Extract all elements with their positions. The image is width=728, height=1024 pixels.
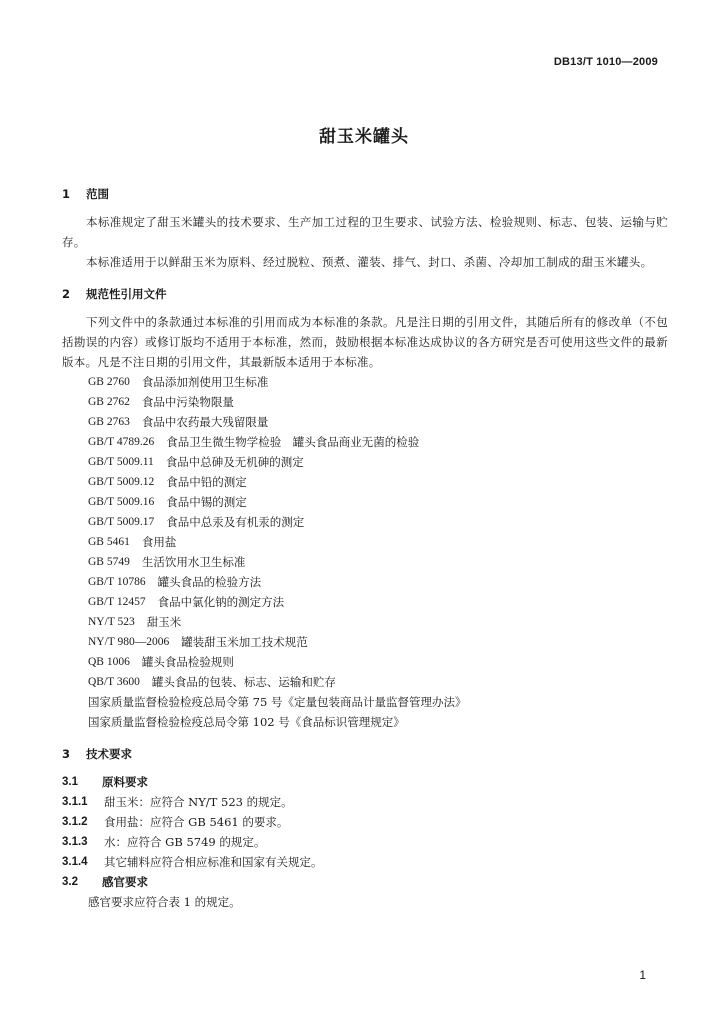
subsection-3-1-heading bbox=[62, 772, 668, 792]
clause-number: 3.1.2 bbox=[62, 816, 88, 828]
reference-title: 食品添加剂使用卫生标准 bbox=[141, 375, 269, 389]
reference-code: GB/T 12457 bbox=[88, 596, 146, 608]
references-intro: 下列文件中的条款通过本标准的引用而成为本标准的条款。凡是注日期的引用文件，其随后所有的修改单（不包括勘误的内容）或修订版均不适用于本标准，然而，鼓励根据本标准达成协议的各方研究是否可使用这些文件的最新版本。凡是不注日期的引用文件，其最新版本适用于本标准。 bbox=[62, 315, 668, 369]
reference-title: 罐装甜玉米加工技术规范 bbox=[181, 635, 308, 649]
standard-code: DB13/T 1010—2009 bbox=[553, 56, 658, 68]
reference-item bbox=[62, 552, 668, 572]
section-3-heading bbox=[62, 744, 668, 764]
reference-code: GB 2760 bbox=[88, 376, 130, 388]
subsection-number: 3.2 bbox=[62, 876, 78, 888]
reference-item bbox=[62, 672, 668, 692]
reference-item bbox=[62, 592, 668, 612]
reference-title: 生活饮用水卫生标准 bbox=[141, 555, 246, 569]
section-title: 规范性引用文件 bbox=[86, 287, 167, 301]
reference-list bbox=[62, 372, 668, 732]
clause-number: 3.1.1 bbox=[62, 796, 88, 808]
scope-paragraph-1: 本标准规定了甜玉米罐头的技术要求、生产加工过程的卫生要求、试验方法、检验规则、标志、包装、运输与贮存。 bbox=[62, 215, 668, 249]
section-number: 3 bbox=[62, 747, 71, 761]
regulation-item bbox=[62, 692, 668, 712]
reference-item bbox=[62, 652, 668, 672]
reference-item bbox=[62, 392, 668, 412]
reference-code: GB/T 5009.11 bbox=[88, 456, 154, 468]
section-title: 技术要求 bbox=[86, 747, 132, 761]
reference-title: 食品中锡的测定 bbox=[166, 495, 247, 509]
reference-title: 罐头食品检验规则 bbox=[141, 655, 234, 669]
reference-item bbox=[62, 572, 668, 592]
reference-title: 食品卫生微生物学检验 罐头食品商业无菌的检验 bbox=[166, 435, 420, 449]
clause-item bbox=[62, 832, 668, 852]
reference-code: GB 2763 bbox=[88, 416, 130, 428]
document-body bbox=[62, 184, 668, 912]
section-1-heading bbox=[62, 184, 668, 204]
section-number: 1 bbox=[62, 187, 71, 201]
reference-item bbox=[62, 452, 668, 472]
regulation-item bbox=[62, 712, 668, 732]
reference-item bbox=[62, 632, 668, 652]
reference-item bbox=[62, 412, 668, 432]
subsection-title: 感官要求 bbox=[102, 875, 148, 889]
reference-code: QB 1006 bbox=[88, 656, 130, 668]
reference-code: GB 2762 bbox=[88, 396, 130, 408]
section-2-heading bbox=[62, 284, 668, 304]
reference-code: GB 5749 bbox=[88, 556, 130, 568]
page-number: 1 bbox=[639, 968, 646, 982]
reference-title: 食品中污染物限量 bbox=[141, 395, 234, 409]
clause-text: 水：应符合 GB 5749 的规定。 bbox=[104, 835, 266, 849]
clause-number: 3.1.3 bbox=[62, 836, 88, 848]
section-number: 2 bbox=[62, 287, 71, 301]
reference-code: NY/T 523 bbox=[88, 616, 135, 628]
clause-number: 3.1.4 bbox=[62, 856, 88, 868]
clause-item bbox=[62, 792, 668, 812]
clause-text: 食用盐：应符合 GB 5461 的要求。 bbox=[104, 815, 289, 829]
sensory-requirement-text: 感官要求应符合表 1 的规定。 bbox=[88, 895, 241, 909]
reference-code: GB/T 5009.16 bbox=[88, 496, 155, 508]
reference-code: GB/T 10786 bbox=[88, 576, 146, 588]
reference-title: 食品中农药最大残留限量 bbox=[141, 415, 269, 429]
document-title: 甜玉米罐头 bbox=[319, 127, 409, 147]
reference-title: 罐头食品的包装、标志、运输和贮存 bbox=[151, 675, 336, 689]
regulation-text: 国家质量监督检验检疫总局令第 102 号《食品标识管理规定》 bbox=[88, 715, 405, 729]
subsection-title: 原料要求 bbox=[102, 775, 148, 789]
clause-text: 其它辅料应符合相应标准和国家有关规定。 bbox=[104, 855, 323, 869]
reference-title: 食用盐 bbox=[141, 535, 177, 549]
reference-title: 罐头食品的检验方法 bbox=[157, 575, 262, 589]
clause-text: 甜玉米：应符合 NY/T 523 的规定。 bbox=[104, 795, 293, 809]
scope-paragraph-2: 本标准适用于以鲜甜玉米为原料、经过脱粒、预煮、灌装、排气、封口、杀菌、冷却加工制成的甜玉米罐头。 bbox=[86, 255, 653, 269]
reference-item bbox=[62, 512, 668, 532]
regulation-text: 国家质量监督检验检疫总局令第 75 号《定量包装商品计量监督管理办法》 bbox=[88, 695, 467, 709]
reference-title: 甜玉米 bbox=[146, 615, 182, 629]
reference-title: 食品中氯化钠的测定方法 bbox=[157, 595, 285, 609]
section-title: 范围 bbox=[86, 187, 109, 201]
reference-item bbox=[62, 532, 668, 552]
clause-item bbox=[62, 852, 668, 872]
reference-item bbox=[62, 472, 668, 492]
reference-title: 食品中总砷及无机砷的测定 bbox=[165, 455, 304, 469]
reference-code: NY/T 980—2006 bbox=[88, 636, 170, 648]
reference-item bbox=[62, 612, 668, 632]
reference-code: GB/T 5009.12 bbox=[88, 476, 155, 488]
reference-code: QB/T 3600 bbox=[88, 676, 140, 688]
reference-code: GB/T 5009.17 bbox=[88, 516, 155, 528]
reference-item bbox=[62, 432, 668, 452]
reference-item bbox=[62, 492, 668, 512]
clause-item bbox=[62, 812, 668, 832]
reference-code: GB 5461 bbox=[88, 536, 130, 548]
reference-title: 食品中铅的测定 bbox=[166, 475, 247, 489]
reference-title: 食品中总汞及有机汞的测定 bbox=[166, 515, 305, 529]
reference-item bbox=[62, 372, 668, 392]
subsection-number: 3.1 bbox=[62, 776, 78, 788]
subsection-3-2-heading bbox=[62, 872, 668, 892]
reference-code: GB/T 4789.26 bbox=[88, 436, 155, 448]
